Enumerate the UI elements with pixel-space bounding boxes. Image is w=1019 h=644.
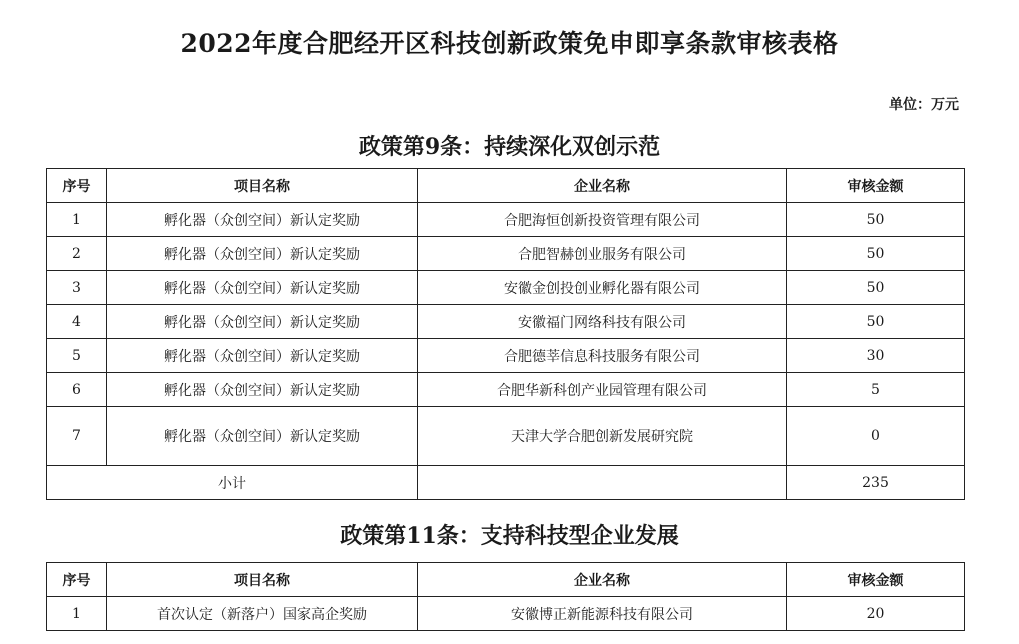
cell-enterprise-name: 安徽福门网络科技有限公司	[418, 305, 787, 339]
cell-enterprise-name: 安徽金创投创业孵化器有限公司	[418, 271, 787, 305]
cell-approved-amount: 5	[787, 373, 965, 407]
table-policy-9	[46, 168, 965, 500]
subtotal-label: 小计	[47, 466, 418, 500]
table-row	[47, 339, 965, 373]
cell-project-name: 首次认定（新落户）国家高企奖励	[107, 597, 418, 631]
header-project-name: 项目名称	[107, 169, 418, 203]
cell-serial-number: 3	[47, 271, 107, 305]
table-row	[47, 305, 965, 339]
cell-project-name: 孵化器（众创空间）新认定奖励	[107, 373, 418, 407]
cell-approved-amount: 0	[787, 407, 965, 466]
table-row	[47, 407, 965, 466]
cell-enterprise-name: 合肥华新科创产业园管理有限公司	[418, 373, 787, 407]
cell-enterprise-name: 合肥智赫创业服务有限公司	[418, 237, 787, 271]
table-header-row	[47, 563, 965, 597]
cell-enterprise-name: 安徽博正新能源科技有限公司	[418, 597, 787, 631]
header-serial-number: 序号	[47, 563, 107, 597]
header-approved-amount: 审核金额	[787, 563, 965, 597]
cell-project-name: 孵化器（众创空间）新认定奖励	[107, 407, 418, 466]
cell-serial-number: 6	[47, 373, 107, 407]
cell-enterprise-name: 合肥海恒创新投资管理有限公司	[418, 203, 787, 237]
subtotal-enterprise-cell	[418, 466, 787, 500]
cell-approved-amount: 50	[787, 237, 965, 271]
table-row	[47, 203, 965, 237]
cell-serial-number: 1	[47, 203, 107, 237]
cell-enterprise-name: 合肥德莘信息科技服务有限公司	[418, 339, 787, 373]
cell-approved-amount: 50	[787, 271, 965, 305]
cell-project-name: 孵化器（众创空间）新认定奖励	[107, 339, 418, 373]
cell-approved-amount: 50	[787, 203, 965, 237]
cell-approved-amount: 50	[787, 305, 965, 339]
table-row	[47, 271, 965, 305]
cell-serial-number: 7	[47, 407, 107, 466]
subtotal-amount: 235	[787, 466, 965, 500]
cell-project-name: 孵化器（众创空间）新认定奖励	[107, 237, 418, 271]
subtotal-row	[47, 466, 965, 500]
table-row	[47, 373, 965, 407]
cell-project-name: 孵化器（众创空间）新认定奖励	[107, 203, 418, 237]
header-enterprise-name: 企业名称	[418, 169, 787, 203]
table-row	[47, 597, 965, 631]
unit-label: 单位：万元	[889, 97, 959, 113]
cell-project-name: 孵化器（众创空间）新认定奖励	[107, 271, 418, 305]
section-title-policy-9: 政策第9条：持续深化双创示范	[358, 134, 661, 160]
cell-serial-number: 5	[47, 339, 107, 373]
header-enterprise-name: 企业名称	[418, 563, 787, 597]
table-row	[47, 237, 965, 271]
header-project-name: 项目名称	[107, 563, 418, 597]
cell-serial-number: 2	[47, 237, 107, 271]
cell-approved-amount: 30	[787, 339, 965, 373]
header-approved-amount: 审核金额	[787, 169, 965, 203]
section-title-policy-11: 政策第11条：支持科技型企业发展	[340, 523, 679, 549]
header-serial-number: 序号	[47, 169, 107, 203]
cell-enterprise-name: 天津大学合肥创新发展研究院	[418, 407, 787, 466]
cell-project-name: 孵化器（众创空间）新认定奖励	[107, 305, 418, 339]
document-title: 2022年度合肥经开区科技创新政策免申即享条款审核表格	[180, 29, 839, 58]
cell-approved-amount: 20	[787, 597, 965, 631]
table-header-row	[47, 169, 965, 203]
cell-serial-number: 4	[47, 305, 107, 339]
cell-serial-number: 1	[47, 597, 107, 631]
table-policy-11	[46, 562, 965, 631]
